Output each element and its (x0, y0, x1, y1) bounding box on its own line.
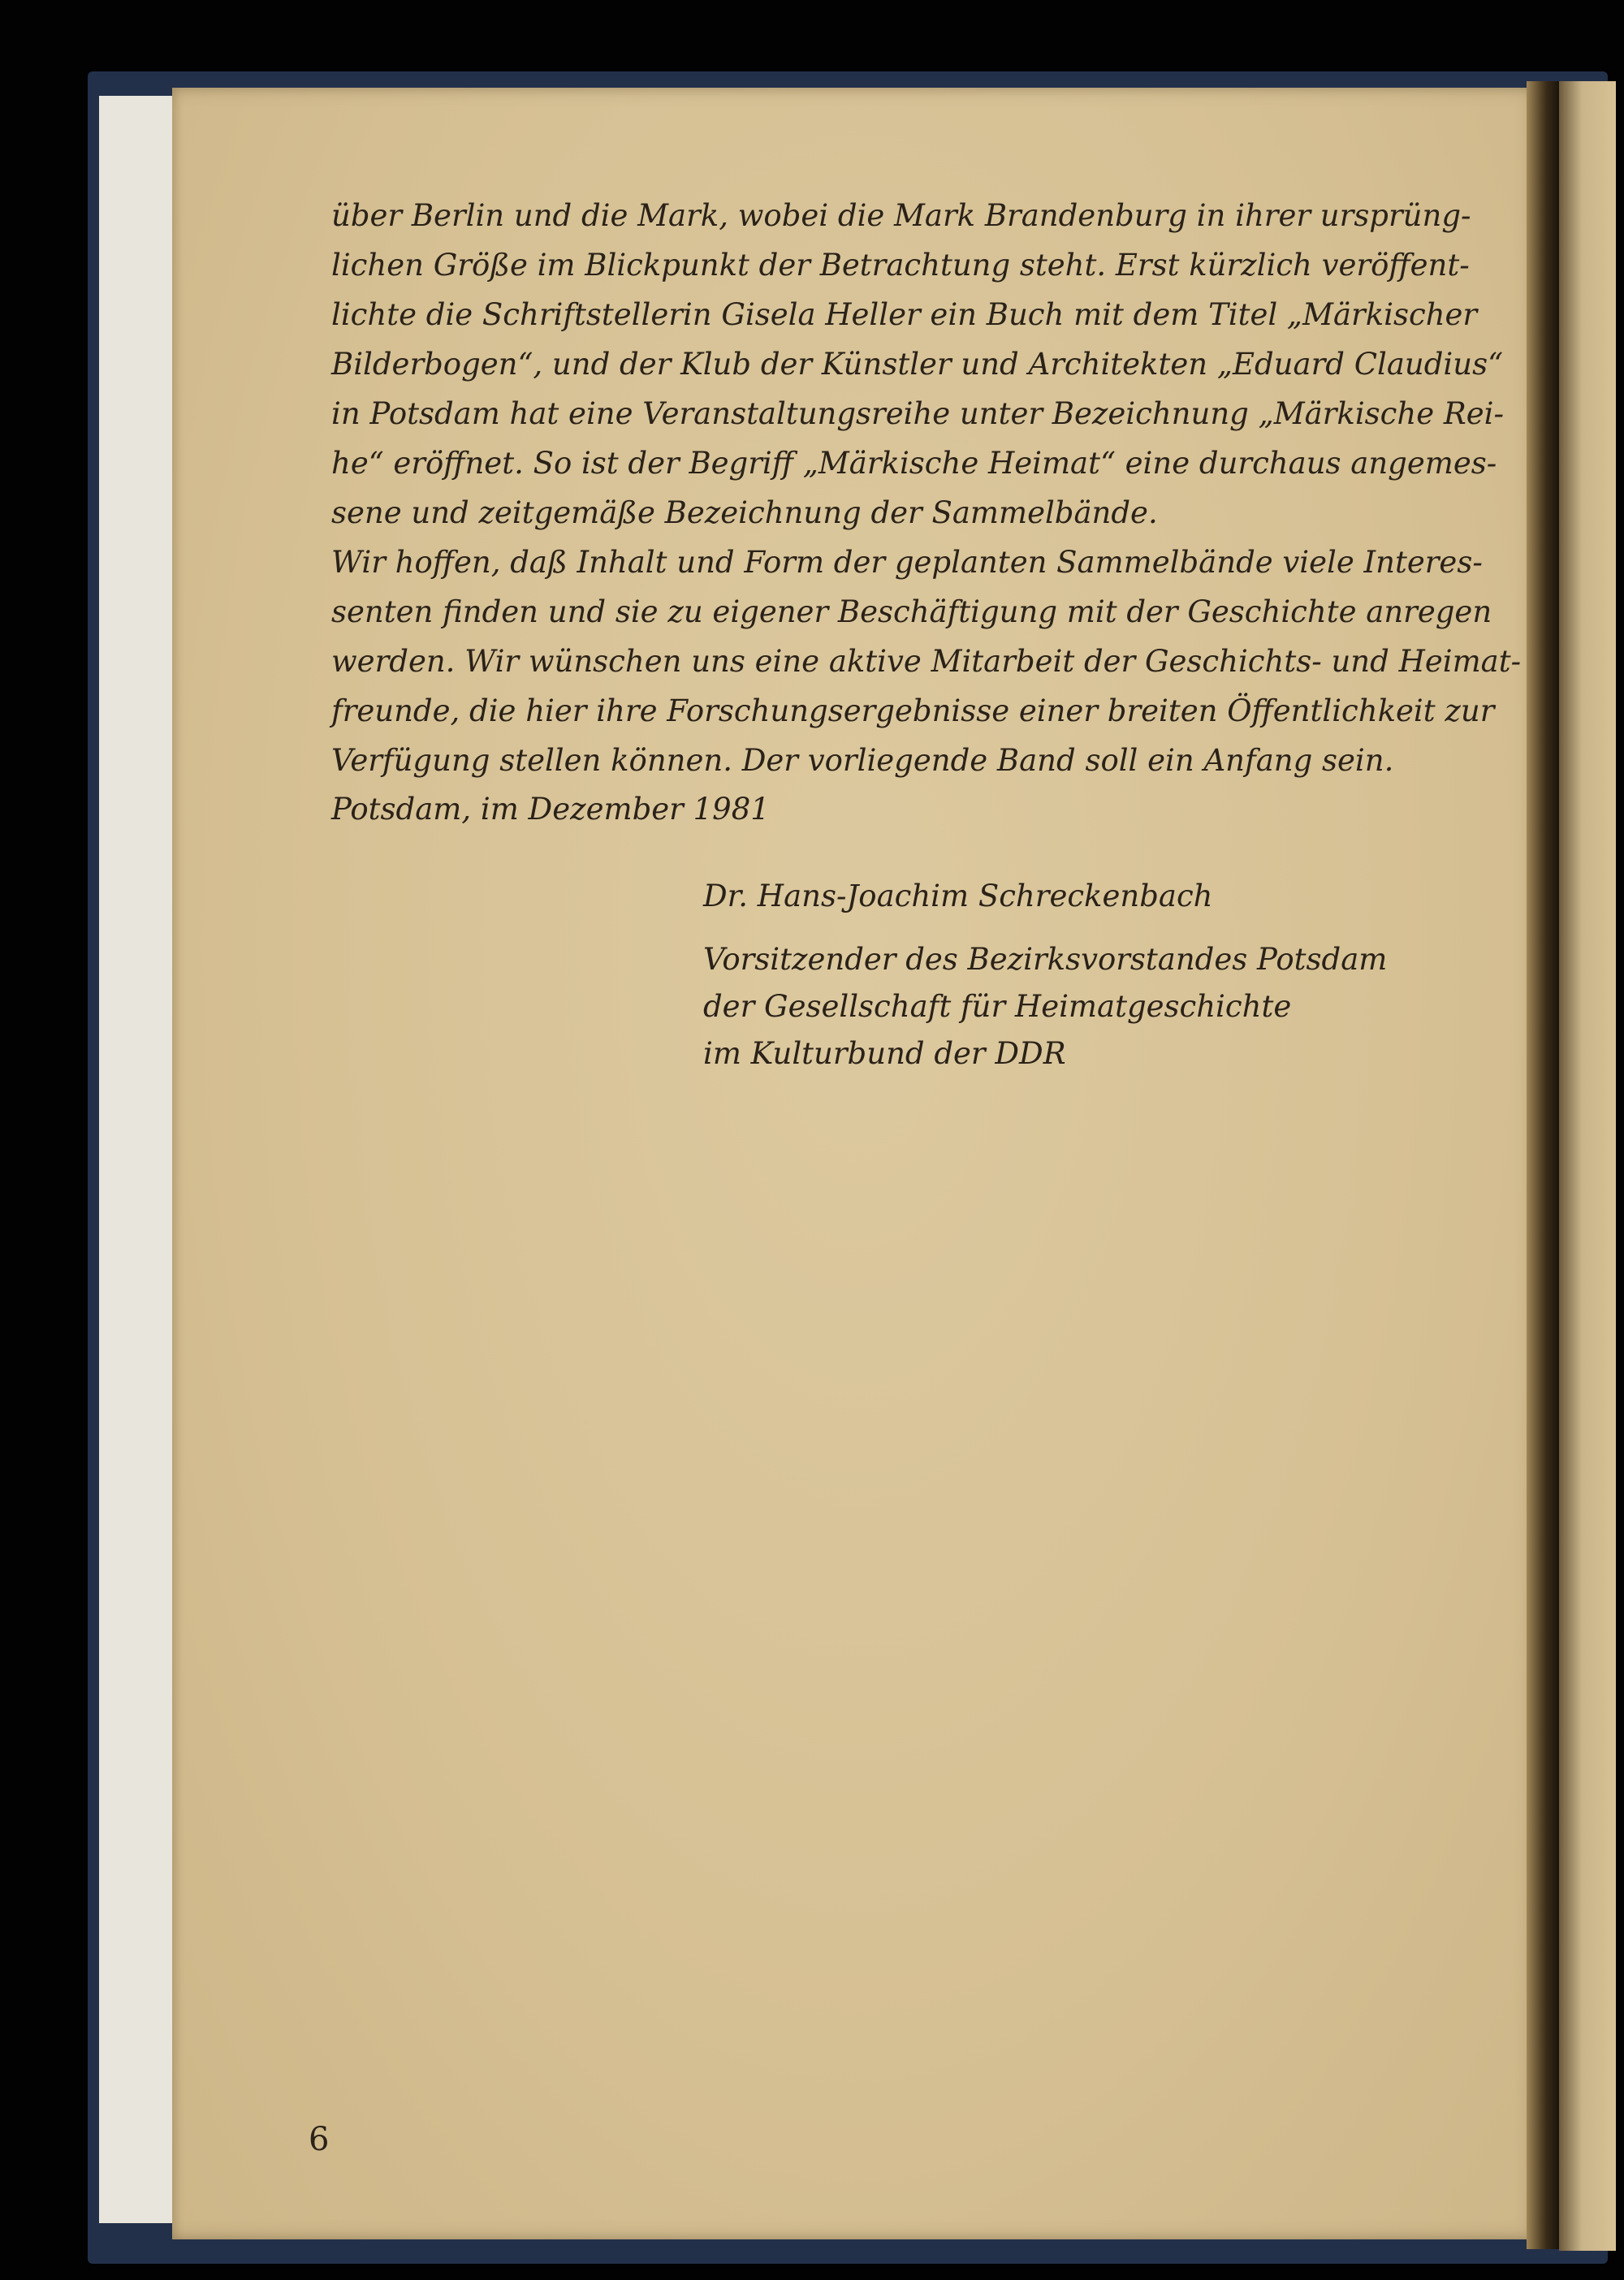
text-line: he“ eröffnet. So ist der Begriff „Märkische Heimat“ eine durchaus angemes- (331, 446, 1497, 481)
text-line: senten finden und sie zu eigener Beschäftigung mit der Geschichte anregen (331, 594, 1492, 629)
text-line: freunde, die hier ihre Forschungsergebnisse einer breiten Öffentlichkeit zur (331, 693, 1495, 728)
signature-title: im Kulturbund der DDR (703, 1036, 1066, 1071)
text-line: in Potsdam hat eine Veranstaltungsreihe unter Bezeichnung „Märkische Rei- (331, 396, 1504, 431)
text-line: Wir hoffen, daß Inhalt und Form der geplanten Sammelbände viele Interes- (331, 545, 1483, 580)
text-line: über Berlin und die Mark, wobei die Mark Brandenburg in ihrer ursprüng- (331, 198, 1471, 233)
text-line: Verfügung stellen können. Der vorliegende Band soll ein Anfang sein. (331, 743, 1394, 778)
body-text (331, 191, 1522, 785)
page-gutter (1527, 81, 1559, 2249)
text-line: lichen Größe im Blickpunkt der Betrachtung steht. Erst kürzlich veröffent- (331, 248, 1470, 283)
page-number: 6 (309, 2121, 330, 2158)
text-line: lichte die Schriftstellerin Gisela Heller ein Buch mit dem Titel „Märkischer (331, 297, 1478, 332)
text-line: werden. Wir wünschen uns eine aktive Mitarbeit der Geschichts- und Heimat- (331, 644, 1522, 679)
text-line: sene und zeitgemäße Bezeichnung der Sammelbände. (331, 495, 1158, 530)
signature-title: der Gesellschaft für Heimatgeschichte (703, 989, 1292, 1024)
signature-title: Vorsitzender des Bezirksvorstandes Potsdam (703, 942, 1388, 977)
signature-name: Dr. Hans-Joachim Schreckenbach (703, 879, 1213, 913)
facing-page-edge (1559, 81, 1616, 2251)
dateline: Potsdam, im Dezember 1981 (331, 792, 770, 827)
text-line: Bilderbogen“, und der Klub der Künstler und Architekten „Eduard Claudius“ (331, 347, 1503, 382)
signature-block (703, 873, 1387, 1077)
